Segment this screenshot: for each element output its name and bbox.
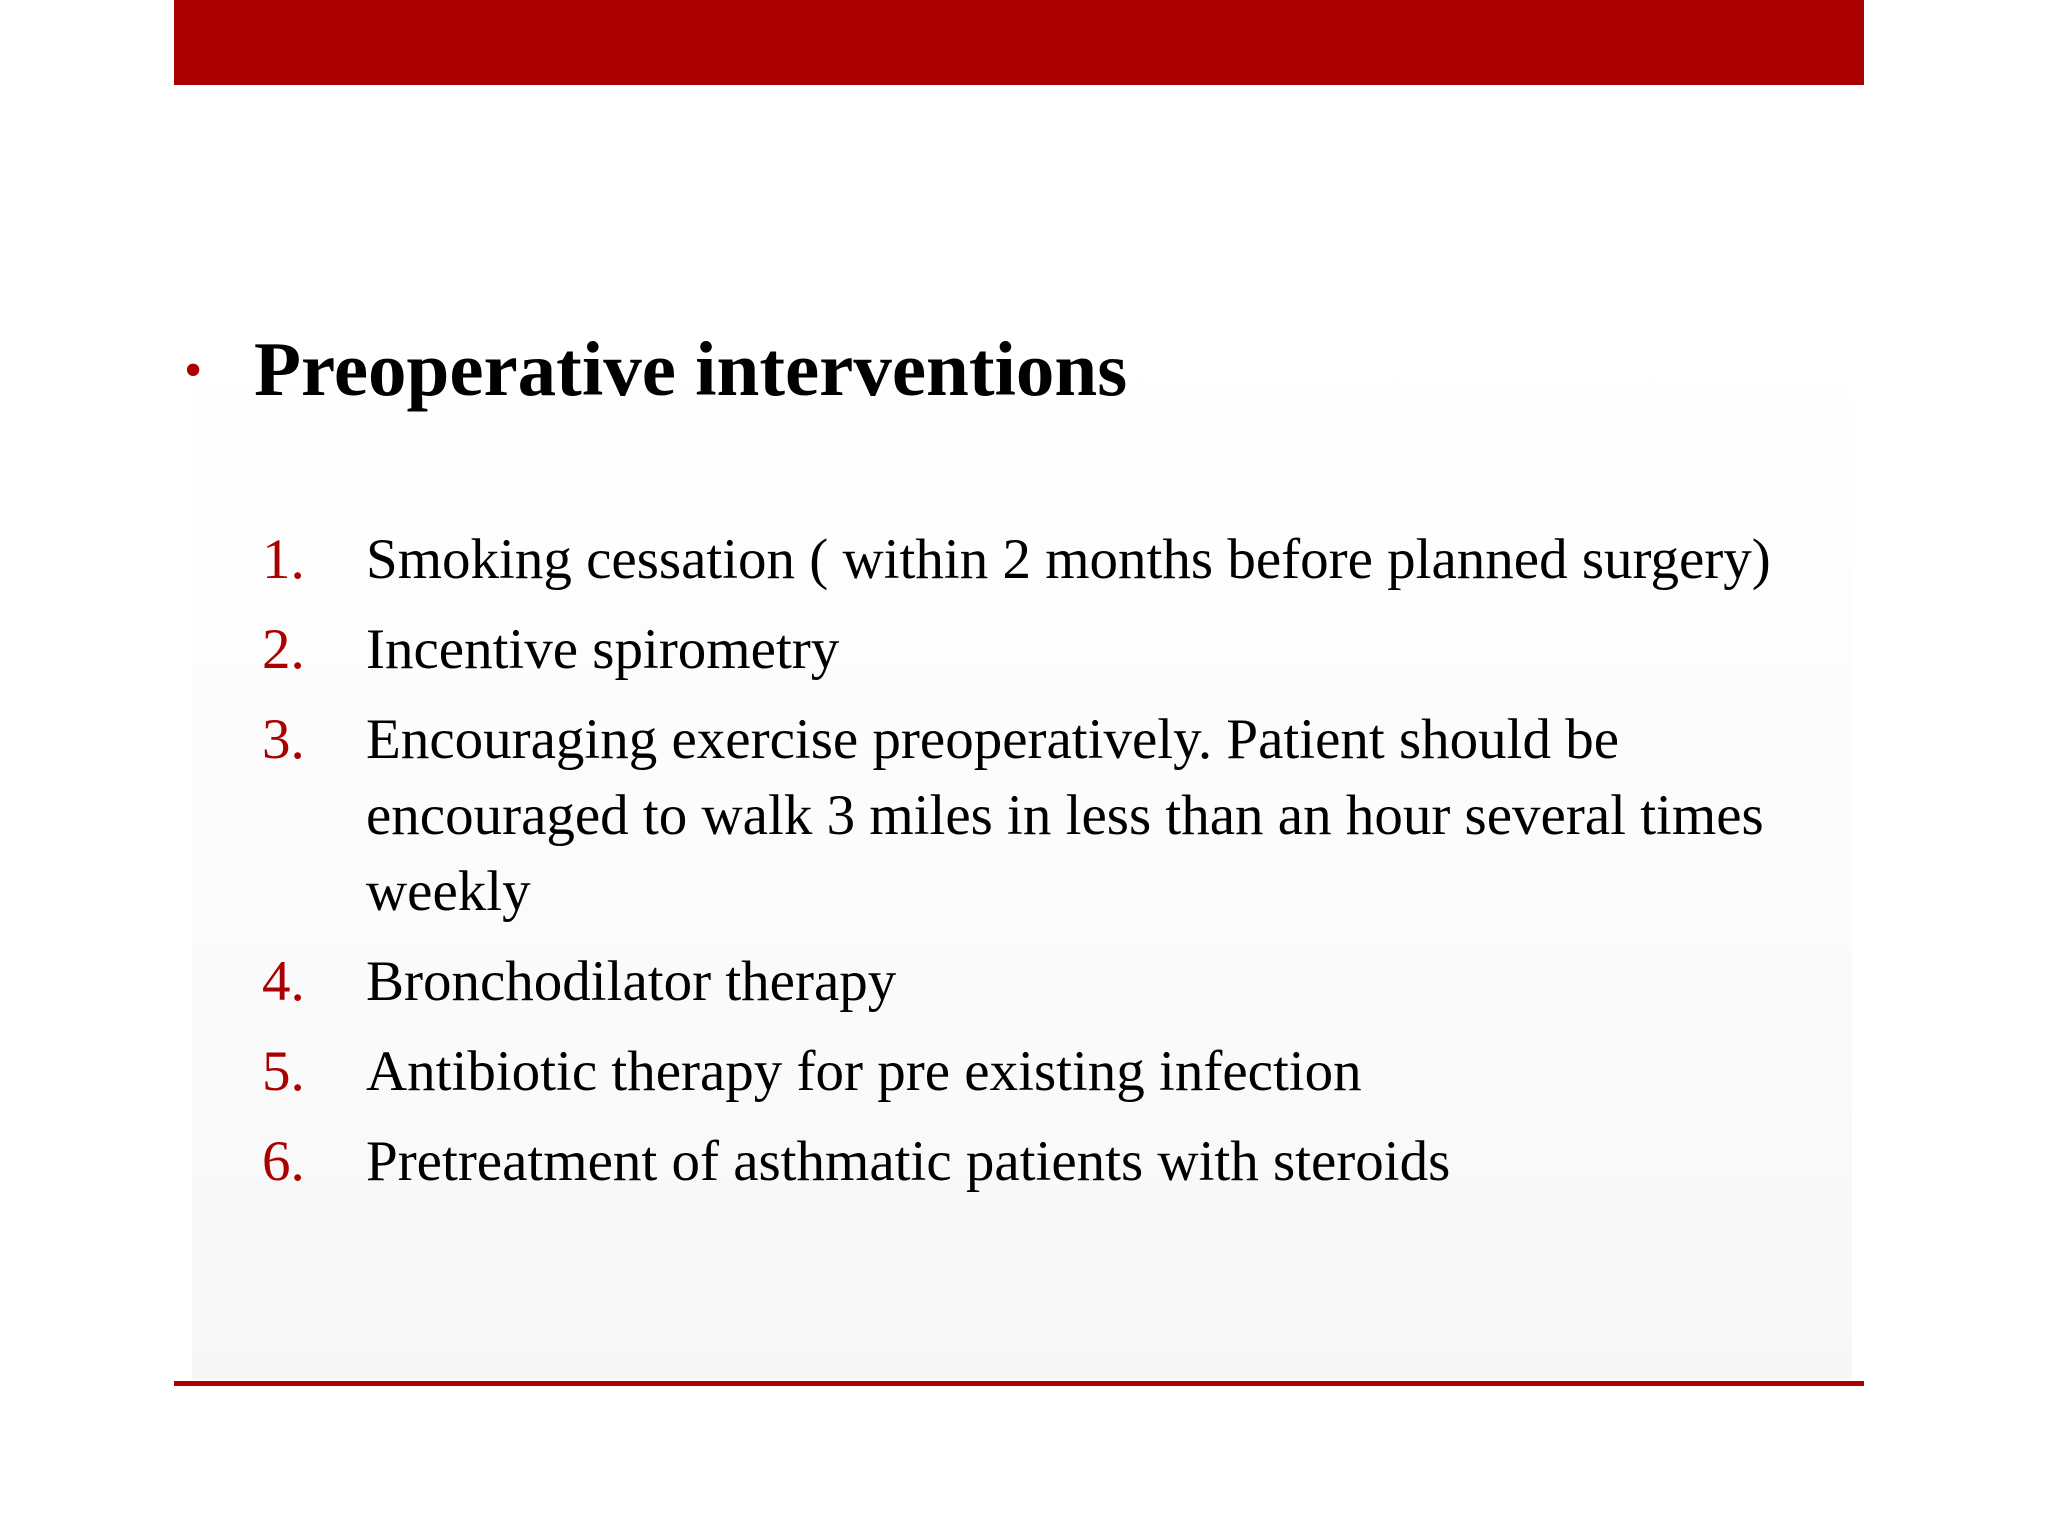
list-item — [262, 1124, 1802, 1200]
list-item-text: Pretreatment of asthmatic patients with steroids — [366, 1130, 1451, 1193]
list-item-number: 4. — [262, 950, 305, 1013]
slide-heading: Preoperative interventions — [254, 325, 1128, 412]
list-item-number: 6. — [262, 1130, 305, 1193]
list-item — [262, 522, 1802, 598]
list-item — [262, 1034, 1802, 1110]
bullet-icon: • — [184, 342, 203, 399]
list-item-number: 5. — [262, 1040, 305, 1103]
bottom-accent-rule — [174, 1381, 1864, 1386]
list-item — [262, 702, 1802, 930]
list-item-number: 1. — [262, 528, 305, 591]
list-item-text: Antibiotic therapy for pre existing infection — [366, 1040, 1362, 1103]
intervention-list — [262, 522, 1802, 1214]
list-item-number: 2. — [262, 618, 305, 681]
list-item-text: Smoking cessation ( within 2 months before planned surgery) — [366, 528, 1771, 591]
list-item-text: Encouraging exercise preoperatively. Patient should be encouraged to walk 3 miles in less than an hour several times weekly — [366, 708, 1764, 923]
top-accent-bar — [174, 0, 1864, 85]
heading-row — [184, 324, 1127, 414]
list-item — [262, 944, 1802, 1020]
list-item — [262, 612, 1802, 688]
list-item-text: Bronchodilator therapy — [366, 950, 897, 1013]
list-item-text: Incentive spirometry — [366, 618, 840, 681]
list-item-number: 3. — [262, 708, 305, 771]
